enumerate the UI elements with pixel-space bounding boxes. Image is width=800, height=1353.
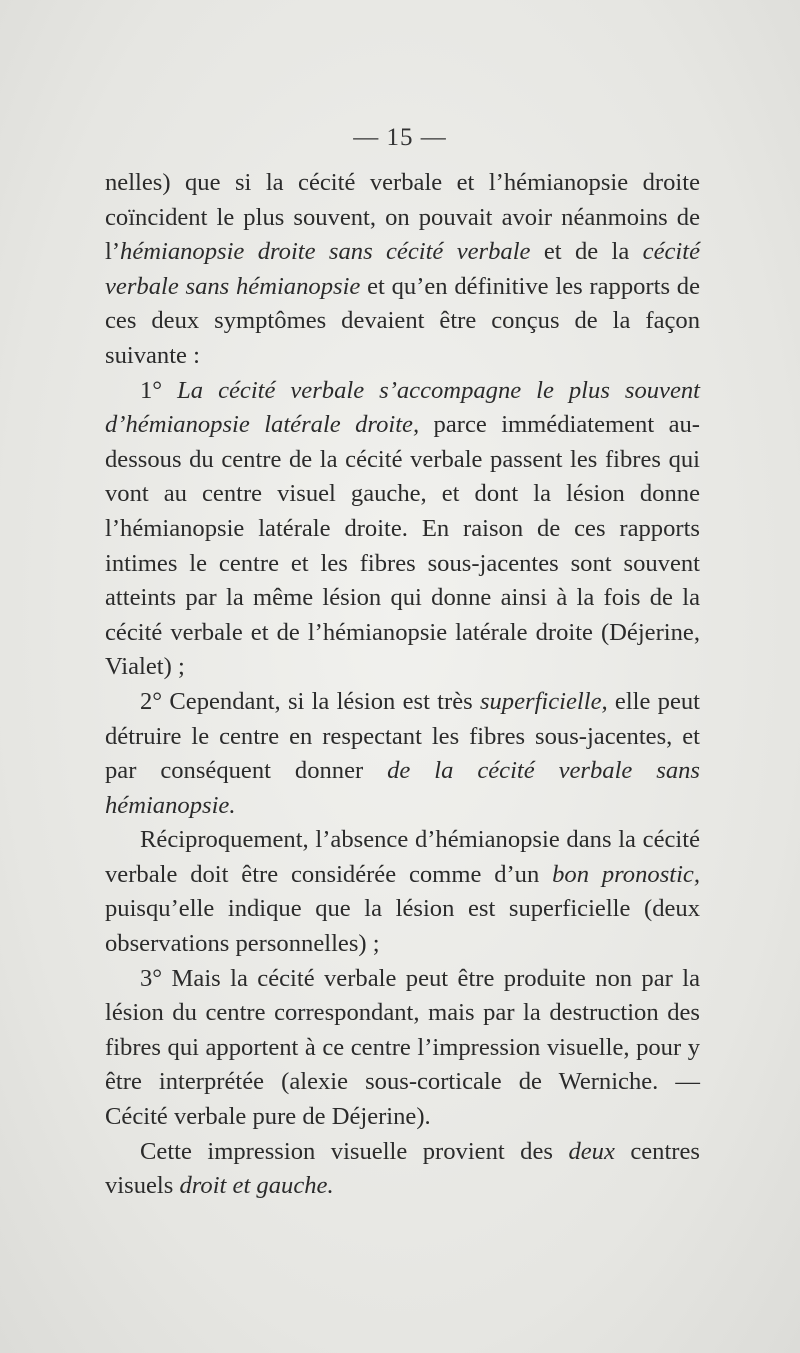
page-number: — 15 — [353, 124, 447, 151]
italic-text-span: cécité verbale sans hémianopsie [105, 238, 700, 300]
italic-text-span: de la cécité verbale sans hémianopsie. [105, 757, 700, 819]
text-span: 1° [140, 376, 178, 404]
italic-text-span: La cécité verbale s’accompagne le plus souvent d’hémianopsie latérale droite, [105, 376, 700, 439]
text-span: et de la [530, 238, 643, 266]
italic-text-span: hémianopsie droite sans cécité verbale [120, 238, 531, 266]
italic-text-span: deux [568, 1137, 615, 1165]
paragraph [105, 685, 700, 823]
text-span: centres visuels [105, 1137, 700, 1200]
text-span: elle peut détruire le centre en respectant les fibres sous-jacentes, et par conséquent donner [105, 687, 700, 785]
text-span: Cette impression visuelle provient des [140, 1137, 569, 1165]
paragraph [105, 1135, 700, 1204]
body-text [105, 166, 700, 1204]
text-span: parce immédiatement au-dessous du centre de la cécité verbale passent les fibres qui vont au centre visuel gauche, et dont la lésion donne l’hémianopsie latérale droite. En raison de ces rapports intimes le centre et les fibres sous-jacentes sont souvent atteints par la même lésion qui donne ainsi à la fois de la cécité verbale et de l’hémianopsie latérale droite (Déjerine, Vialet) ; [105, 411, 701, 681]
paragraph [105, 823, 700, 961]
paragraph [105, 166, 700, 374]
text-span: Réciproquement, l’absence d’hémianopsie dans la cécité verbale doit être considérée comme d’un [105, 826, 700, 888]
text-span: nelles) que si la cécité verbale et l’hémianopsie droite coïncident le plus souvent, on pouvait avoir néanmoins de l’ [105, 169, 700, 266]
paragraph [105, 374, 700, 685]
text-span: puisqu’elle indique que la lésion est superficielle (deux observations personnelles) ; [105, 895, 700, 958]
text-span: 2° Cependant, si la lésion est très [140, 687, 480, 715]
text-span: 3° Mais la cécité verbale peut être produite non par la lésion du centre correspondant, mais par la destruction des fibres qui apportent à ce centre l’impression visuelle, pour y être interprétée (alexie sous-corticale de Werniche. — Cécité verbale pure de Déjerine). [105, 964, 700, 1131]
italic-text-span: superficielle, [479, 687, 608, 715]
paragraph [105, 962, 700, 1135]
italic-text-span: droit et gauche. [179, 1172, 334, 1200]
text-span: et qu’en définitive les rapports de ces deux symptômes devaient être conçus de la façon suivante : [105, 272, 700, 369]
italic-text-span: bon pronostic, [552, 860, 700, 888]
